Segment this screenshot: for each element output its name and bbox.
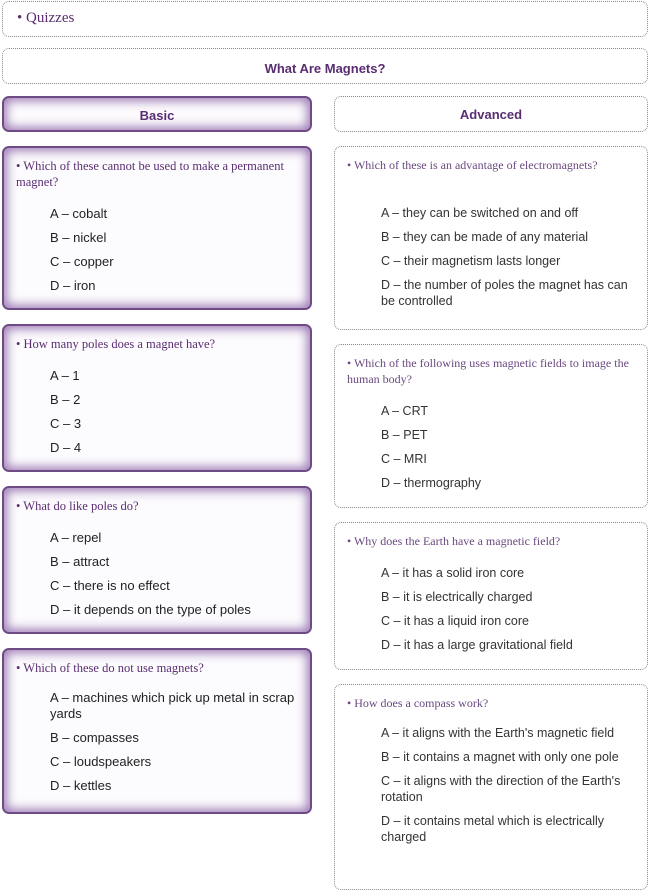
answer-option[interactable]: A – machines which pick up metal in scrap yards [50,690,295,721]
answer-option[interactable]: B – nickel [50,230,107,245]
answer-option[interactable]: D – 4 [50,440,82,455]
question-text: • Which of these is an advantage of electromagnets? [347,158,598,172]
answer-option[interactable]: C – there is no effect [50,578,170,593]
answer-list [381,403,633,499]
tab-advanced[interactable] [334,96,648,132]
answer-option[interactable]: B – they can be made of any material [381,230,589,244]
answer-option[interactable]: A – repel [50,530,102,545]
answer-option[interactable]: B – compasses [50,730,139,745]
answer-option[interactable]: C – loudspeakers [50,754,152,769]
basic-question-card[interactable] [2,146,312,310]
answer-option[interactable]: B – attract [50,554,110,569]
answer-option[interactable]: B – it contains a magnet with only one pole [381,750,619,764]
answer-option[interactable]: A – it aligns with the Earth's magnetic field [381,726,615,740]
answer-list [381,725,633,853]
answer-option[interactable]: C – it aligns with the direction of the Earth's rotation [381,774,621,804]
tab-basic-label: Basic [139,108,175,123]
answer-option[interactable]: B – 2 [50,392,81,407]
question-text: • Which of these cannot be used to make a permanent magnet? [16,159,284,189]
answer-option[interactable]: A – CRT [381,404,429,418]
tab-basic[interactable] [2,96,312,132]
advanced-question-card[interactable] [334,522,648,670]
answer-option[interactable]: C – MRI [381,452,427,466]
question-text: • How many poles does a magnet have? [16,337,216,351]
answer-list [381,565,633,661]
answer-option[interactable]: D – iron [50,278,96,293]
advanced-question-card[interactable] [334,146,648,330]
answer-option[interactable]: A – cobalt [50,206,108,221]
answer-option[interactable]: D – it depends on the type of poles [50,602,251,617]
answer-option[interactable]: B – PET [381,428,428,442]
advanced-question-card[interactable] [334,344,648,508]
answer-option[interactable]: D – it has a large gravitational field [381,638,573,652]
answer-option[interactable]: D – the number of poles the magnet has can be controlled [381,278,628,308]
page-title-bar [2,48,648,84]
tab-advanced-label: Advanced [459,107,523,122]
answer-option[interactable]: A – they can be switched on and off [381,206,579,220]
question-text: • What do like poles do? [16,499,139,513]
answer-list [381,205,633,317]
answer-option[interactable]: A – it has a solid iron core [381,566,525,580]
answer-option[interactable]: C – 3 [50,416,82,431]
answer-option[interactable]: C – it has a liquid iron core [381,614,529,628]
answer-option[interactable]: D – kettles [50,778,112,793]
answer-option[interactable]: C – copper [50,254,114,269]
answer-list [50,206,296,302]
basic-question-card[interactable] [2,324,312,472]
breadcrumb-bar [2,1,648,37]
question-text: • Why does the Earth have a magnetic field? [347,534,561,548]
question-text: • How does a compass work? [347,696,489,710]
question-text: • Which of these do not use magnets? [16,661,204,675]
answer-option[interactable]: D – it contains metal which is electrically charged [381,814,604,844]
advanced-question-card[interactable] [334,684,648,890]
answer-option[interactable]: B – it is electrically charged [381,590,533,604]
answer-option[interactable]: A – 1 [50,368,80,383]
question-text: • Which of the following uses magnetic fields to image the human body? [347,356,629,386]
basic-question-card[interactable] [2,648,312,814]
answer-list [50,690,296,802]
answer-option[interactable]: D – thermography [381,476,482,490]
answer-option[interactable]: C – their magnetism lasts longer [381,254,561,268]
page-title: What Are Magnets? [264,61,386,76]
answer-list [50,368,296,464]
basic-question-card[interactable] [2,486,312,634]
answer-list [50,530,296,626]
breadcrumb-quizzes-link[interactable]: • Quizzes [17,10,75,26]
